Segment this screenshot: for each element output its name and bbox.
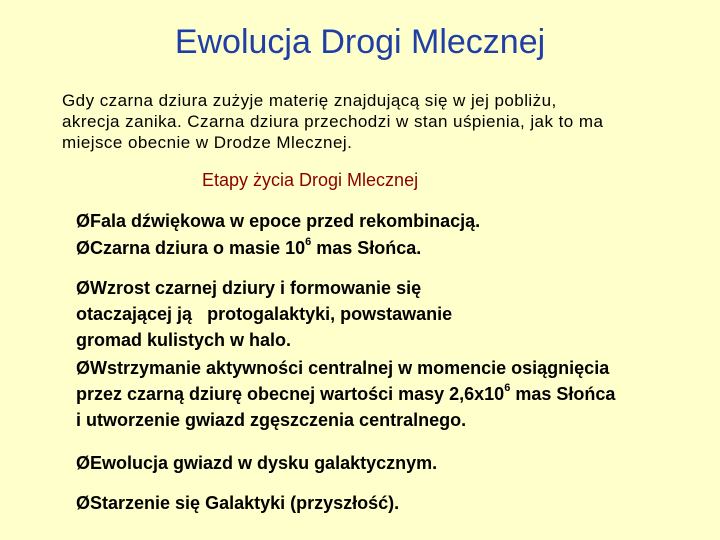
stage-text: przez czarną dziurę obecnej wartości masy 2,6x10 [76, 384, 505, 404]
stage-item-sound-wave [76, 208, 480, 234]
intro-line: akrecja zanika. Czarna dziura przechodzi w stan uśpienia, jak to ma [62, 112, 604, 131]
stage-text: Wzrost czarnej dziury i formowanie się [90, 278, 422, 298]
stage-line: gromad kulistych w halo. [76, 330, 292, 350]
stage-item-central-activity-halt [76, 355, 615, 433]
stage-text: Wstrzymanie aktywności centralnej w momencie osiągnięcia [90, 358, 610, 378]
stage-text: mas Słońca [510, 384, 616, 404]
intro-paragraph [62, 90, 702, 153]
stage-superscript: 6 [504, 382, 511, 394]
stage-line [76, 355, 615, 381]
stage-line [76, 275, 452, 301]
stage-line: otaczającej ją protogalaktyki, powstawanie [76, 304, 453, 324]
stage-line: i utworzenie gwiazd zgęszczenia centralnego. [76, 410, 467, 430]
stage-text: Ewolucja gwiazd w dysku galaktycznym. [90, 453, 438, 473]
intro-line: miejsce obecnie w Drodze Mlecznej. [62, 133, 353, 152]
arrow-bullet-icon: Ø [76, 278, 91, 298]
stage-line [76, 381, 615, 407]
stage-text: Starzenie się Galaktyki (przyszłość). [90, 493, 400, 513]
stage-text: Czarna dziura o masie 10 [90, 238, 306, 258]
stage-text: mas Słońca. [311, 238, 422, 258]
arrow-bullet-icon: Ø [76, 493, 91, 513]
page-title: Ewolucja Drogi Mlecznej [174, 23, 546, 61]
stage-item-black-hole-growth [76, 275, 452, 353]
stage-superscript: 6 [305, 236, 312, 248]
stage-item-black-hole-mass [76, 235, 421, 261]
stage-item-galaxy-aging [76, 490, 399, 516]
stage-text: Fala dźwiękowa w epoce przed rekombinacją. [90, 211, 481, 231]
stage-item-disk-evolution [76, 450, 437, 476]
arrow-bullet-icon: Ø [76, 358, 91, 378]
arrow-bullet-icon: Ø [76, 453, 91, 473]
section-subtitle: Etapy życia Drogi Mlecznej [202, 170, 419, 190]
arrow-bullet-icon: Ø [76, 211, 91, 231]
intro-line: Gdy czarna dziura zużyje materię znajdującą się w jej pobliżu, [62, 91, 557, 110]
arrow-bullet-icon: Ø [76, 238, 91, 258]
